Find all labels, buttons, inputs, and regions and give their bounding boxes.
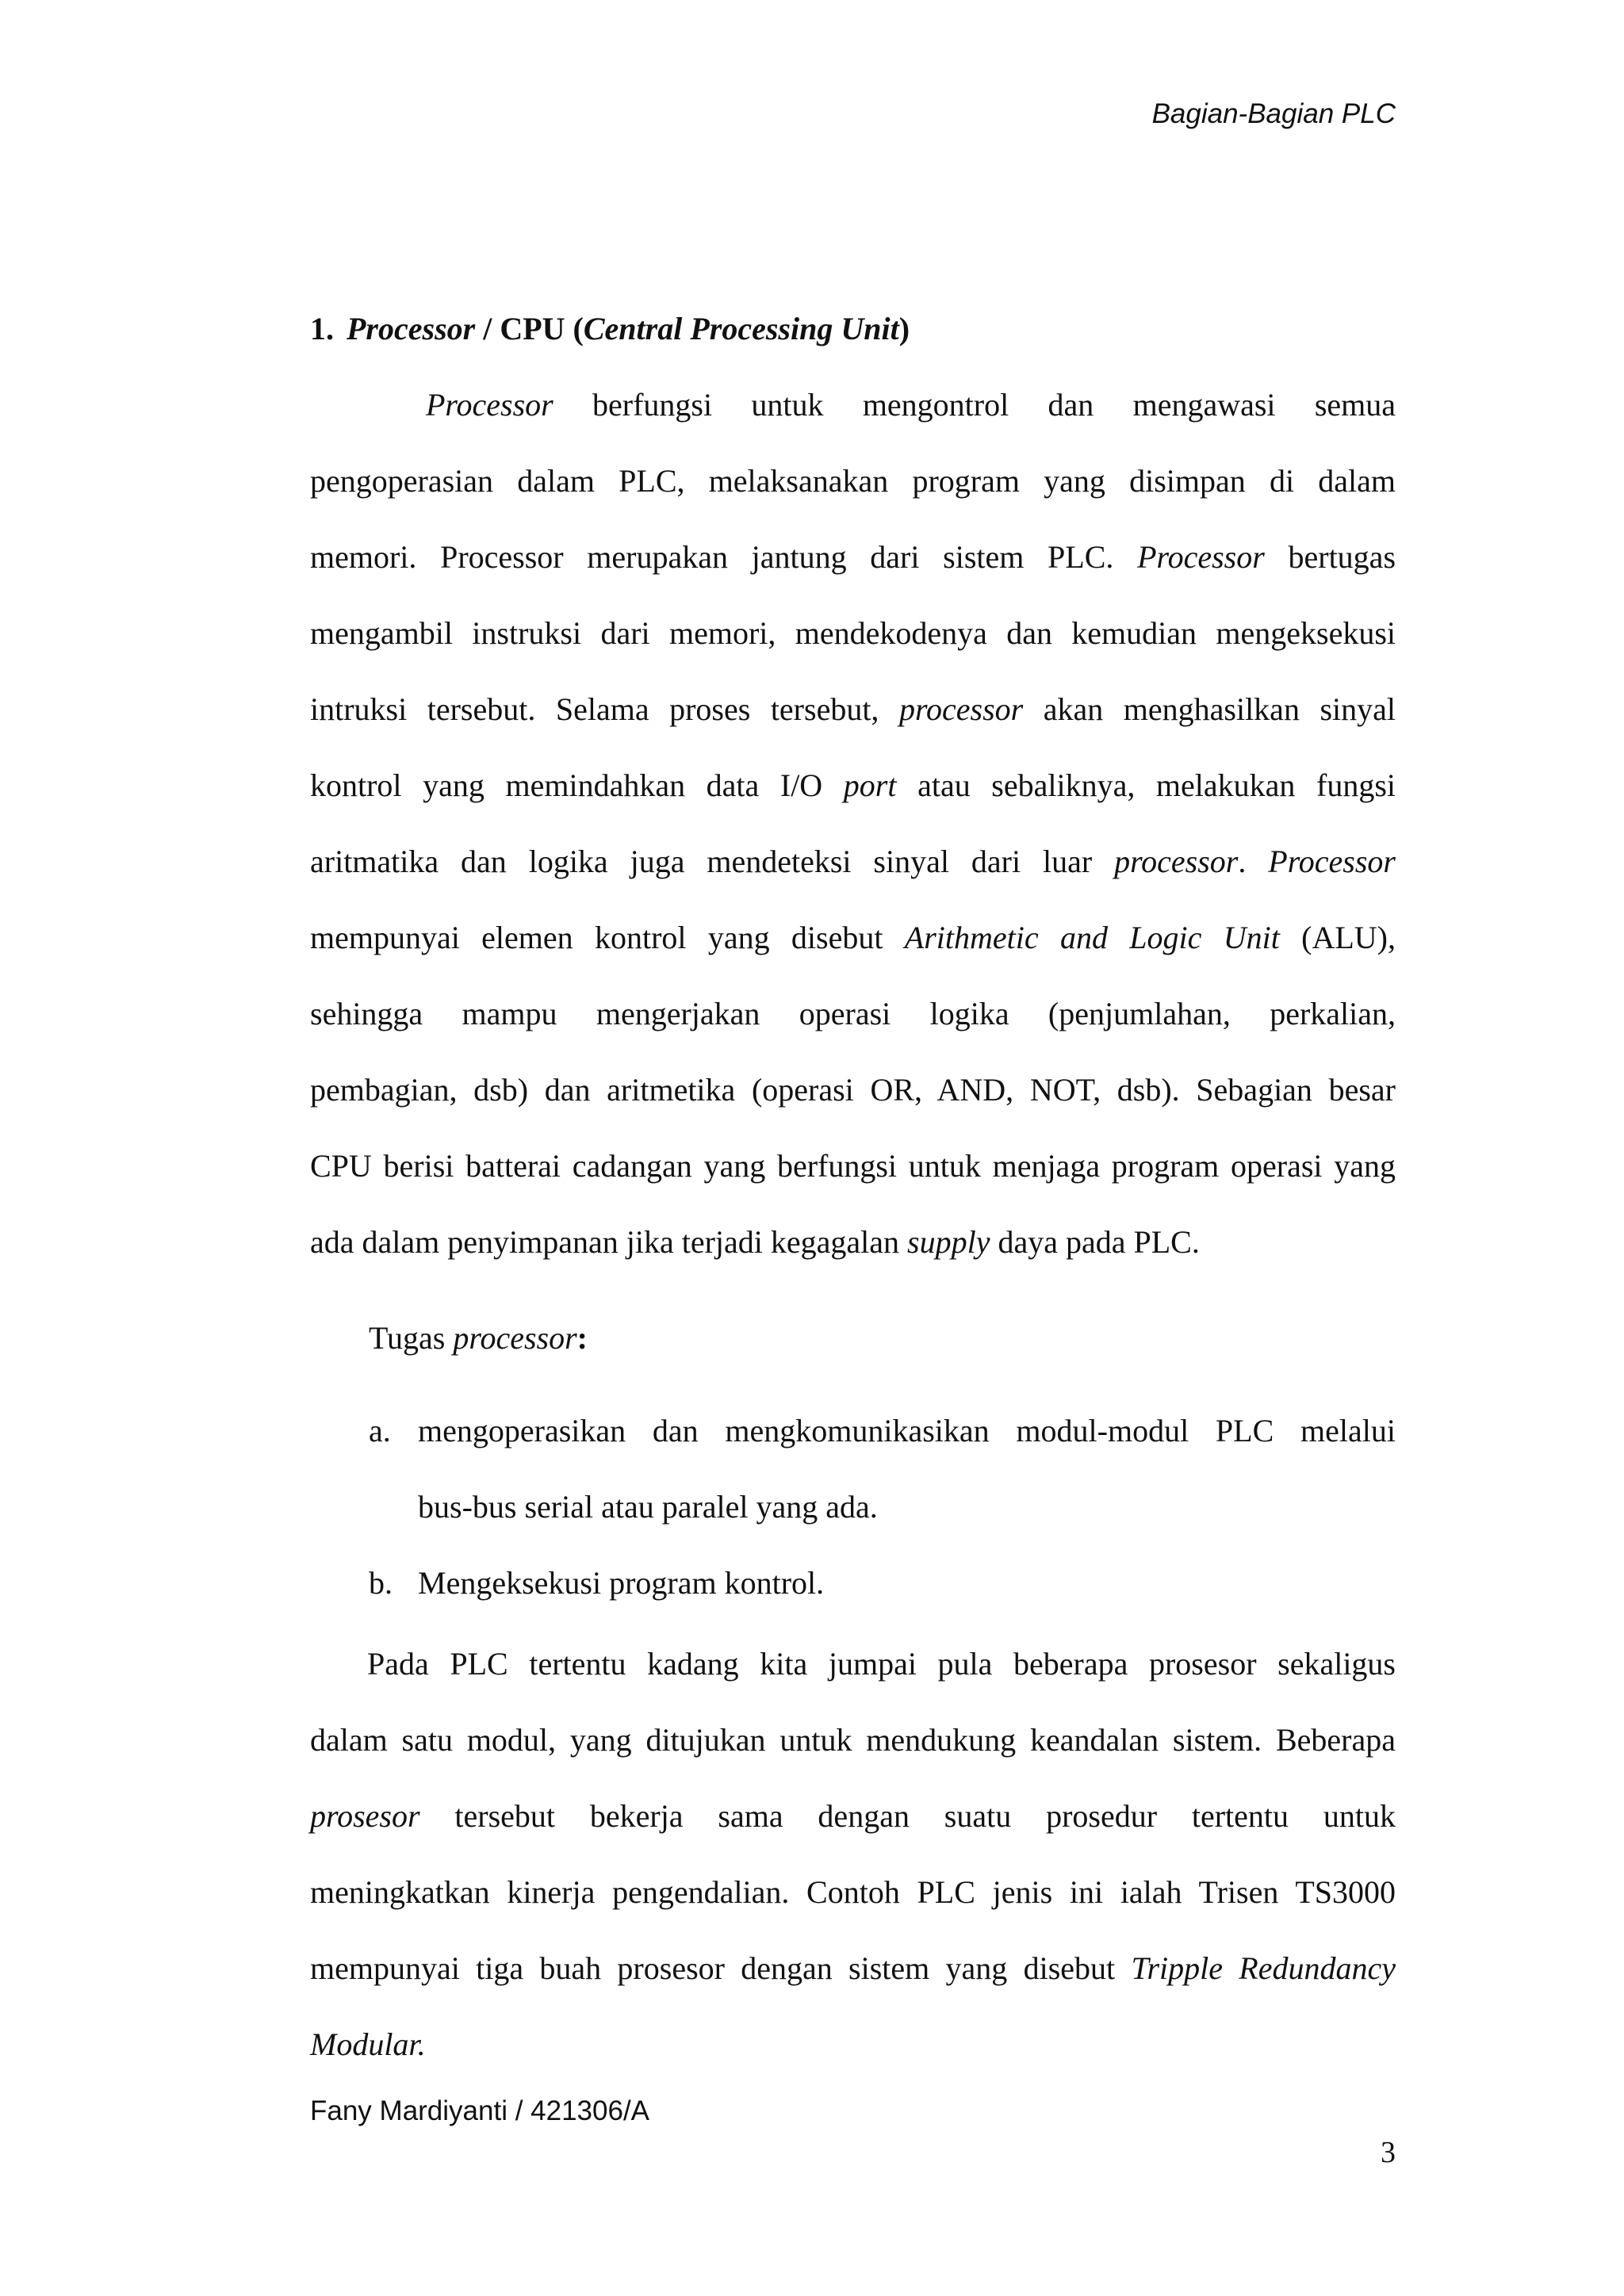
- paragraph-line: [310, 1778, 1396, 1854]
- text-run: akan menghasilkan sinyal: [1023, 691, 1396, 727]
- page-number: 3: [1381, 2136, 1396, 2169]
- italic-term: Processor: [1137, 539, 1265, 575]
- paragraph-line: [310, 367, 1396, 443]
- section-heading: [310, 308, 910, 350]
- text-run: Tugas: [369, 1320, 454, 1356]
- heading-close-paren: ): [898, 311, 910, 346]
- paragraph-line: meningkatkan kinerja pengendalian. Contoh PLC jenis ini ialah Trisen TS3000: [310, 1874, 1396, 1910]
- paragraph-line: CPU berisi batterai cadangan yang berfungsi untuk menjaga program operasi yang: [310, 1148, 1396, 1184]
- paragraph-multi-processor: [310, 1626, 1396, 2083]
- paragraph-line: pembagian, dsb) dan aritmetika (operasi OR, AND, NOT, dsb). Sebagian besar: [310, 1072, 1396, 1108]
- text-run: kontrol yang memindahkan data I/O: [310, 767, 844, 803]
- text-run: .: [1238, 844, 1269, 879]
- italic-term: processor: [898, 691, 1024, 727]
- paragraph-line: [310, 1931, 1396, 2007]
- paragraph-line: pengoperasian dalam PLC, melaksanakan program yang disimpan di dalam: [310, 463, 1396, 499]
- italic-term: Modular.: [310, 2026, 426, 2062]
- italic-term: Processor: [426, 387, 553, 423]
- footer-author: Fany Mardiyanti / 421306/A: [310, 2095, 650, 2126]
- tasks-list: [369, 1393, 1396, 1621]
- text-run: memori. Processor merupakan jantung dari sistem PLC.: [310, 539, 1138, 575]
- paragraph-line: [310, 672, 1396, 748]
- italic-term: Tripple Redundancy: [1131, 1950, 1396, 1986]
- italic-term: processor: [1114, 844, 1239, 879]
- text-run: (ALU),: [1279, 920, 1396, 955]
- paragraph-line: [310, 900, 1396, 976]
- heading-italic-cpu-expansion: Central Processing Unit: [583, 311, 899, 346]
- paragraph-line: [310, 2007, 1396, 2083]
- text-run: tersebut bekerja sama dengan suatu prosedur tertentu untuk: [419, 1798, 1396, 1834]
- list-item: [369, 1545, 1396, 1621]
- text-run: mempunyai tiga buah prosesor dengan sistem yang disebut: [310, 1950, 1132, 1986]
- text-run: berfungsi untuk mengontrol dan mengawasi semua: [553, 387, 1396, 423]
- list-marker: a.: [369, 1413, 391, 1448]
- paragraph-line: [310, 748, 1396, 824]
- running-header: Bagian-Bagian PLC: [1151, 98, 1396, 129]
- tasks-heading: [369, 1317, 588, 1360]
- paragraph-line: [310, 519, 1396, 595]
- text-run: intruksi tersebut. Selama proses tersebut,: [310, 691, 899, 727]
- text-run: atau sebaliknya, melakukan fungsi: [896, 767, 1396, 803]
- italic-term: port: [843, 767, 897, 803]
- heading-separator: / CPU (: [475, 311, 584, 346]
- paragraph-line: sehingga mampu mengerjakan operasi logika (penjumlahan, perkalian,: [310, 996, 1396, 1031]
- text-run: daya pada PLC.: [990, 1224, 1200, 1260]
- italic-term: prosesor: [310, 1798, 420, 1834]
- paragraph-line: [310, 824, 1396, 900]
- paragraph-processor-function: [310, 367, 1396, 1280]
- text-run: aritmatika dan logika juga mendeteksi sinyal dari luar: [310, 844, 1115, 879]
- list-item-line: Mengeksekusi program kontrol.: [418, 1565, 825, 1601]
- list-item-line: mengoperasikan dan mengkomunikasikan modul-modul PLC melalui: [418, 1413, 1396, 1448]
- list-item-line: bus-bus serial atau paralel yang ada.: [418, 1489, 878, 1525]
- text-run: ada dalam penyimpanan jika terjadi kegagalan: [310, 1224, 908, 1260]
- list-marker: b.: [369, 1565, 393, 1601]
- section-number: 1.: [310, 311, 334, 346]
- text-run: bertugas: [1264, 539, 1396, 575]
- paragraph-line: dalam satu modul, yang ditujukan untuk mendukung keandalan sistem. Beberapa: [310, 1722, 1396, 1758]
- list-item: [369, 1393, 1396, 1545]
- colon: :: [576, 1320, 588, 1356]
- italic-term: supply: [907, 1224, 990, 1260]
- heading-italic-processor: Processor: [347, 311, 476, 346]
- paragraph-line: mengambil instruksi dari memori, mendekodenya dan kemudian mengeksekusi: [310, 615, 1396, 651]
- text-run: mempunyai elemen kontrol yang disebut: [310, 920, 905, 955]
- paragraph-line: Pada PLC tertentu kadang kita jumpai pula beberapa prosesor sekaligus: [367, 1646, 1396, 1682]
- italic-term: Arithmetic and Logic Unit: [904, 920, 1280, 955]
- italic-term: Processor: [1268, 844, 1396, 879]
- paragraph-line: [310, 1204, 1396, 1280]
- italic-term: processor: [453, 1320, 577, 1356]
